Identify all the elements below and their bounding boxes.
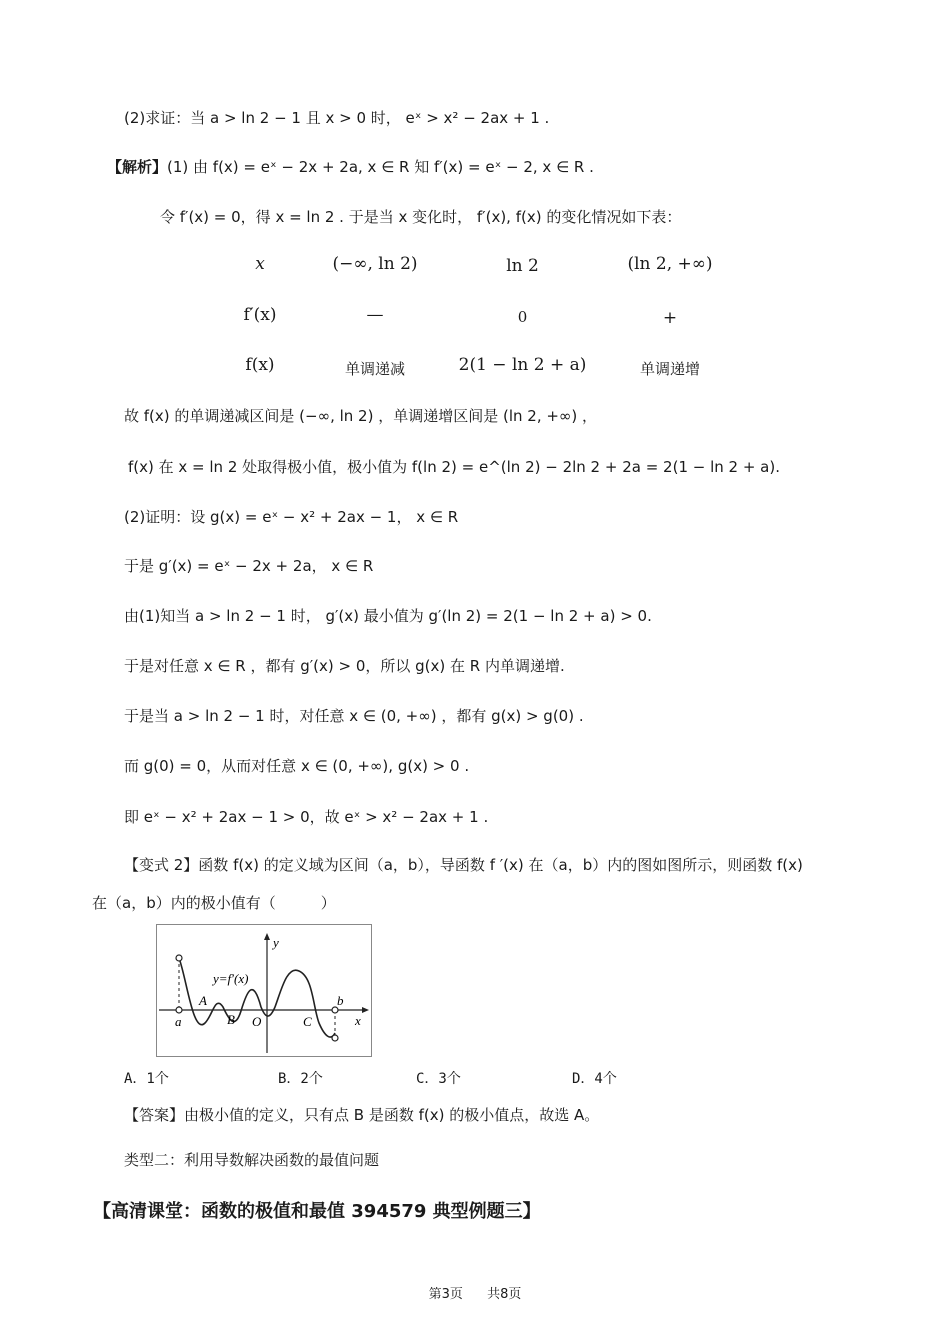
table-header-x: x bbox=[255, 254, 265, 274]
proof-compare: 于是当 a > ln 2 − 1 时，对任意 x ∈ (0, +∞) ，都有 g(x) > g(0) . bbox=[124, 707, 584, 725]
table-row-f-label: f(x) bbox=[245, 355, 275, 375]
label-C: C bbox=[303, 1014, 312, 1029]
section-heading: 【高清课堂：函数的极值和最值 394579 典型例题三】 bbox=[93, 1201, 541, 1222]
table-fprime-ln2: 0 bbox=[517, 308, 528, 326]
table-f-ln2: 2(1 − ln 2 + a) bbox=[458, 355, 587, 375]
table-f-left: 单调递减 bbox=[344, 360, 405, 378]
y-axis-label: y bbox=[273, 935, 279, 950]
open-point-bottom-icon bbox=[332, 1035, 338, 1041]
table-header-ln2: ln 2 bbox=[506, 256, 539, 276]
proof-g-derivative: 于是 g′(x) = eˣ − 2x + 2a， x ∈ R bbox=[124, 557, 374, 575]
page-total: 共8页 bbox=[487, 1287, 522, 1302]
derivative-zero-line: 令 f′(x) = 0，得 x = ln 2 . 于是当 x 变化时， f′(x), f(x) 的变化情况如下表： bbox=[160, 208, 682, 226]
solution-part1 bbox=[107, 157, 594, 177]
table-header-interval-left: (−∞, ln 2) bbox=[332, 254, 418, 274]
open-point-a-icon bbox=[176, 1007, 182, 1013]
curve-label: y=f′(x) bbox=[213, 971, 249, 986]
table-fprime-right: + bbox=[662, 308, 678, 328]
label-B: B bbox=[227, 1012, 235, 1027]
origin-label: O bbox=[252, 1014, 262, 1029]
point-b-label: b bbox=[337, 993, 344, 1008]
label-A: A bbox=[199, 993, 207, 1008]
solution-text: (1) 由 f(x) = eˣ − 2x + 2a, x ∈ R 知 f′(x) = eˣ − 2, x ∈ R . bbox=[167, 158, 594, 176]
option-a: A．1个 bbox=[124, 1071, 169, 1087]
derivative-graph-svg bbox=[157, 925, 371, 1056]
option-b: B．2个 bbox=[278, 1071, 323, 1087]
variant2-question-cont: 在（a，b）内的极小值有（ ） bbox=[92, 894, 336, 912]
table-header-interval-right: (ln 2, +∞) bbox=[627, 254, 713, 274]
type-two-title: 类型二：利用导数解决函数的最值问题 bbox=[124, 1151, 380, 1169]
point-a-label: a bbox=[175, 1014, 182, 1029]
page-number: 第3页 bbox=[428, 1287, 463, 1302]
table-f-right: 单调递增 bbox=[639, 360, 700, 378]
local-min-value: f(x) 在 x = ln 2 处取得极小值，极小值为 f(ln 2) = e^(ln 2) − 2ln 2 + 2a = 2(1 − ln 2 + a). bbox=[128, 458, 780, 476]
proof-statement: (2)求证：当 a > ln 2 − 1 且 x > 0 时， eˣ > x² − 2ax + 1 . bbox=[124, 109, 550, 127]
proof-define-g: (2)证明：设 g(x) = eˣ − x² + 2ax − 1， x ∈ R bbox=[124, 508, 459, 526]
x-axis-arrow-icon bbox=[362, 1007, 369, 1013]
open-point-top-icon bbox=[176, 955, 182, 961]
proof-g0: 而 g(0) = 0，从而对任意 x ∈ (0, +∞), g(x) > 0 . bbox=[124, 757, 470, 775]
proof-increasing: 于是对任意 x ∈ R ，都有 g′(x) > 0，所以 g(x) 在 R 内单调递增. bbox=[124, 657, 565, 675]
answer-line: 【答案】由极小值的定义，只有点 B 是函数 f(x) 的极小值点，故选 A。 bbox=[124, 1106, 600, 1124]
derivative-graph bbox=[156, 924, 372, 1057]
variant2-question: 【变式 2】函数 f(x) 的定义域为区间（a，b），导函数 f ′(x) 在（a，b）内的图如图所示，则函数 f(x) bbox=[124, 856, 803, 874]
option-d: D．4个 bbox=[572, 1071, 617, 1087]
table-fprime-left: — bbox=[366, 305, 384, 325]
proof-min-value: 由(1)知当 a > ln 2 − 1 时， g′(x) 最小值为 g′(ln 2) = 2(1 − ln 2 + a) > 0. bbox=[124, 607, 652, 625]
x-axis-label: x bbox=[355, 1013, 361, 1028]
solution-tag: 【解析】 bbox=[107, 158, 168, 176]
proof-conclusion: 即 eˣ − x² + 2ax − 1 > 0，故 eˣ > x² − 2ax + 1 . bbox=[124, 808, 489, 826]
table-row-fprime-label: f′(x) bbox=[243, 305, 277, 325]
y-axis-arrow-icon bbox=[264, 933, 270, 940]
option-c: C．3个 bbox=[416, 1071, 461, 1087]
page-footer bbox=[0, 1283, 950, 1302]
monotonic-intervals: 故 f(x) 的单调递减区间是 (−∞, ln 2) ，单调递增区间是 (ln 2, +∞) ， bbox=[124, 407, 598, 425]
